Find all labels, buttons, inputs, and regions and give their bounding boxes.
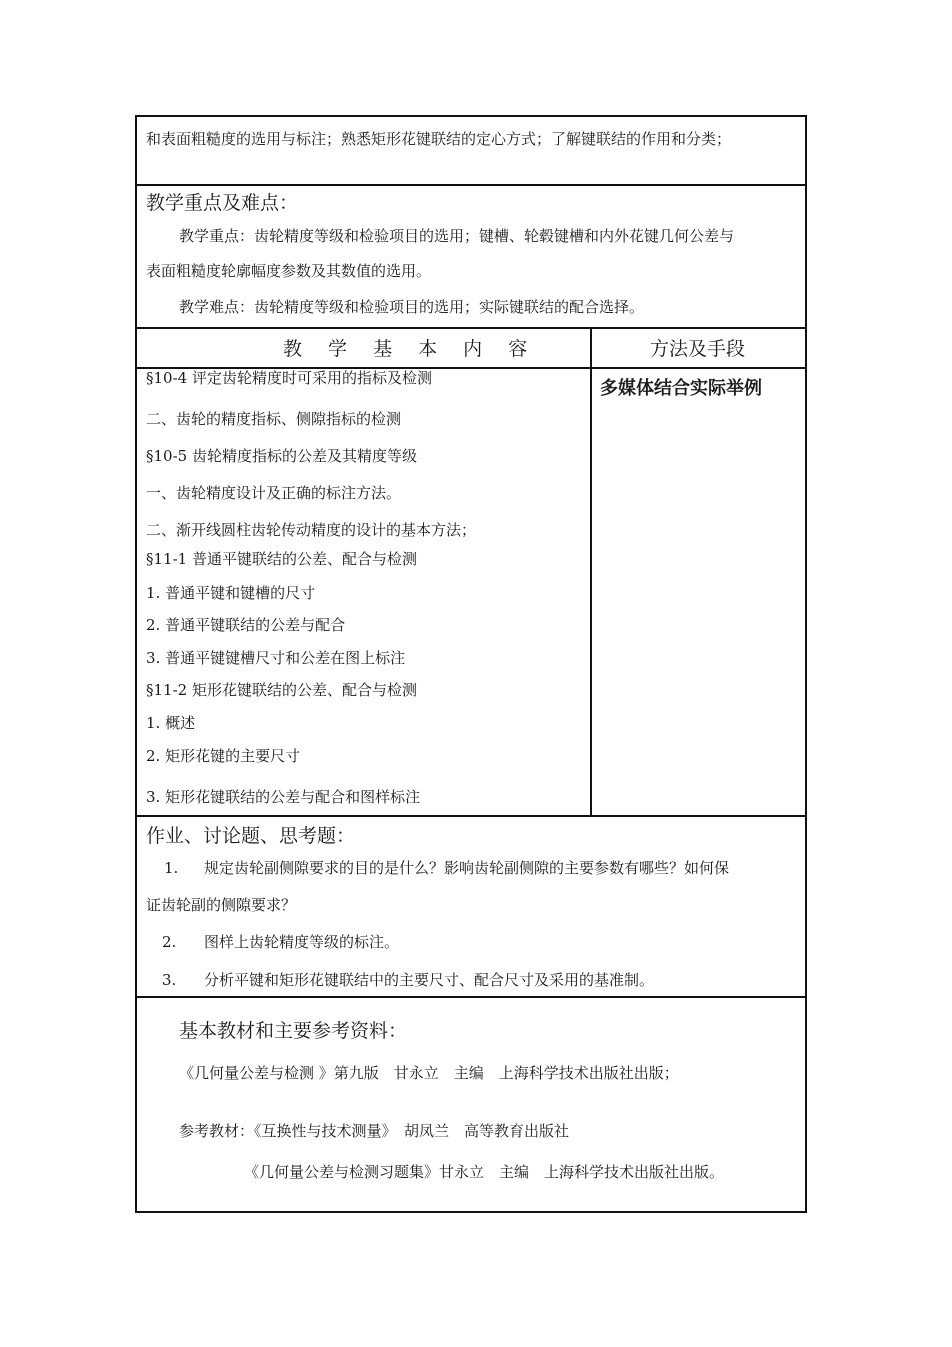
question-1-line-2: 证齿轮副的侧隙要求？: [146, 896, 297, 914]
content-item: 2. 普通平键联结的公差与配合: [146, 616, 346, 634]
content-item: 二、齿轮的精度指标、侧隙指标的检测: [146, 410, 402, 428]
question-2-number: 2.: [162, 933, 177, 951]
content-item: §10-5 齿轮精度指标的公差及其精度等级: [146, 447, 417, 465]
homework-row: [137, 817, 805, 998]
content-header-right: [592, 329, 805, 367]
content-header-left: [137, 329, 592, 367]
content-item: §11-2 矩形花键联结的公差、配合与检测: [146, 681, 417, 699]
objectives-continuation-row: [137, 117, 805, 186]
content-item: §10-4 评定齿轮精度时可采用的指标及检测: [146, 369, 432, 387]
question-1-number: 1.: [164, 859, 179, 877]
lesson-plan-table: [135, 115, 807, 1213]
content-row: [137, 369, 805, 817]
question-3-text: 分析平键和矩形花键联结中的主要尺寸、配合尺寸及采用的基准制。: [204, 971, 655, 989]
content-item: 二、渐开线圆柱齿轮传动精度的设计的基本方法；: [146, 521, 477, 539]
content-item: 2. 矩形花键的主要尺寸: [146, 747, 301, 765]
method-header-title: 方法及手段: [650, 338, 746, 360]
content-item: 1. 概述: [146, 714, 196, 732]
method-text: 多媒体结合实际举例: [600, 378, 762, 399]
content-item: 一、齿轮精度设计及正确的标注方法。: [146, 484, 402, 502]
content-item: 3. 普通平键键槽尺寸和公差在图上标注: [146, 649, 406, 667]
content-item: 3. 矩形花键联结的公差与配合和图样标注: [146, 788, 421, 806]
objectives-text: 和表面粗糙度的选用与标注；熟悉矩形花键联结的定心方式；了解键联结的作用和分类；: [146, 130, 732, 148]
method-column: [592, 369, 805, 815]
reference-1: 《几何量公差与检测 》第九版 甘永立 主编 上海科学技术出版社出版；: [179, 1064, 679, 1082]
reference-3: 《几何量公差与检测习题集》甘永立 主编 上海科学技术出版社出版。: [244, 1163, 725, 1181]
content-item: 1. 普通平键和键槽的尺寸: [146, 584, 316, 602]
references-heading: 基本教材和主要参考资料：: [179, 1020, 408, 1042]
question-1-line-1: 规定齿轮副侧隙要求的目的是什么？影响齿轮副侧隙的主要参数有哪些？如何保: [204, 859, 730, 877]
content-list: [137, 369, 592, 815]
question-3-number: 3.: [162, 971, 177, 989]
references-row: [137, 998, 805, 1211]
focus-row: [137, 186, 805, 329]
question-2-text: 图样上齿轮精度等级的标注。: [204, 933, 400, 951]
key-points-line-1: 教学重点：齿轮精度等级和检验项目的选用；键槽、轮毂键槽和内外花键几何公差与: [179, 227, 735, 245]
content-header-row: [137, 329, 805, 369]
content-item: §11-1 普通平键联结的公差、配合与检测: [146, 550, 417, 568]
reference-2: 参考教材：《互换性与技术测量》 胡凤兰 高等教育出版社: [179, 1122, 570, 1140]
difficulties-line: 教学难点：齿轮精度等级和检验项目的选用；实际键联结的配合选择。: [179, 298, 645, 316]
homework-heading: 作业、讨论题、思考题：: [146, 825, 356, 847]
content-header-title: 教 学 基 本 内 容: [283, 338, 538, 360]
focus-heading: 教学重点及难点：: [146, 192, 299, 214]
key-points-line-2: 表面粗糙度轮廓幅度参数及其数值的选用。: [146, 262, 432, 280]
